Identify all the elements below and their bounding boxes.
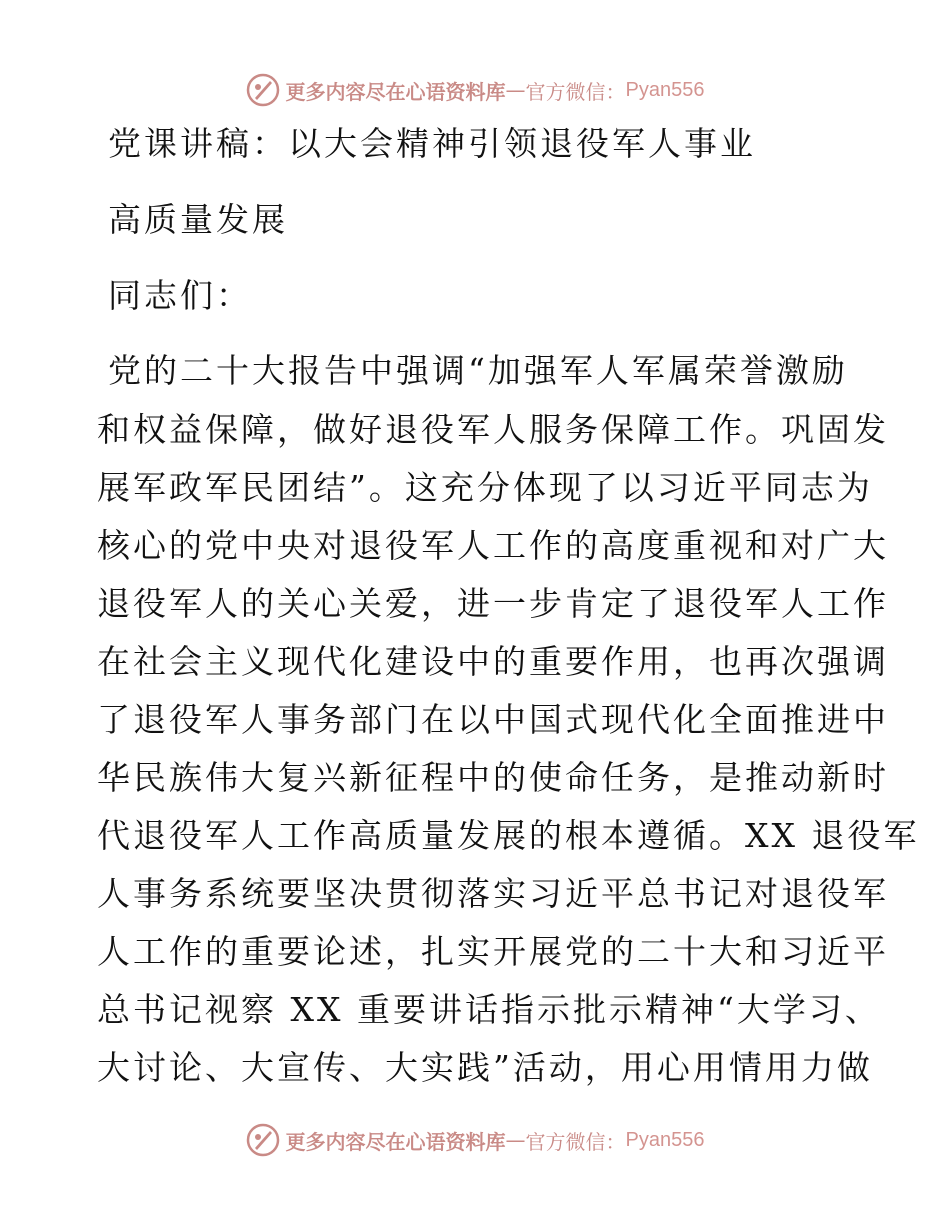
body-line: 退役军人的关心关爱，进一步肯定了退役军人工作 xyxy=(97,584,889,623)
body-line: 人工作的重要论述，扎实开展党的二十大和习近平 xyxy=(97,932,889,971)
document-title-line-1: 党课讲稿：以大会精神引领退役军人事业 xyxy=(108,124,756,163)
banner-wechat-id: Pyan556 xyxy=(625,1128,705,1151)
body-line: 代退役军人工作高质量发展的根本遵循。XX 退役军 xyxy=(97,816,920,855)
quill-logo-icon xyxy=(246,73,280,107)
body-line: 在社会主义现代化建设中的重要作用，也再次强调 xyxy=(97,642,889,681)
banner-main-text: 更多内容尽在心语资料库 xyxy=(285,1129,506,1154)
banner-dash: — xyxy=(505,1128,526,1152)
banner-main-text: 更多内容尽在心语资料库 xyxy=(285,79,506,104)
body-line: 和权益保障，做好退役军人服务保障工作。巩固发 xyxy=(97,410,889,449)
salutation: 同志们： xyxy=(108,276,252,315)
header-banner xyxy=(0,70,950,110)
document-title-line-2: 高质量发展 xyxy=(108,200,288,239)
banner-sub-text: 官方微信： xyxy=(525,79,626,104)
body-line: 展军政军民团结”。这充分体现了以习近平同志为 xyxy=(97,468,873,507)
body-line: 总书记视察 XX 重要讲话指示批示精神“大学习、 xyxy=(97,990,881,1029)
body-line: 党的二十大报告中强调“加强军人军属荣誉激励 xyxy=(108,351,848,390)
banner-wechat-id: Pyan556 xyxy=(625,78,705,101)
banner-sub-text: 官方微信： xyxy=(525,1129,626,1154)
body-line: 了退役军人事务部门在以中国式现代化全面推进中 xyxy=(97,700,889,739)
body-line: 大讨论、大宣传、大实践”活动，用心用情用力做 xyxy=(97,1048,873,1087)
body-line: 核心的党中央对退役军人工作的高度重视和对广大 xyxy=(97,526,889,565)
quill-logo-icon xyxy=(246,1123,280,1157)
banner-dash: — xyxy=(505,78,526,102)
body-line: 人事务系统要坚决贯彻落实习近平总书记对退役军 xyxy=(97,874,889,913)
body-line: 华民族伟大复兴新征程中的使命任务，是推动新时 xyxy=(97,758,889,797)
footer-banner xyxy=(0,1120,950,1160)
